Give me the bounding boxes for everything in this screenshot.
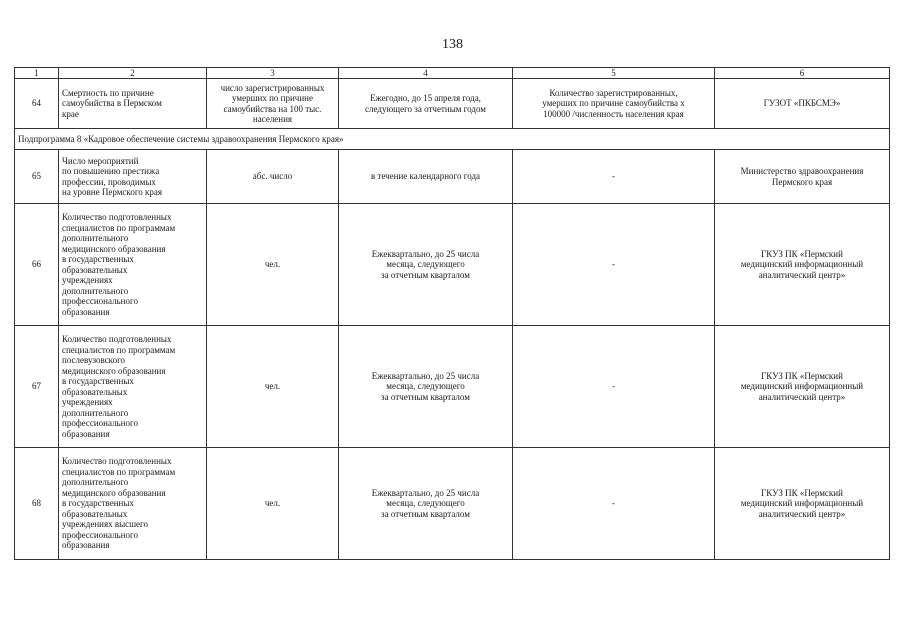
method: - (513, 448, 715, 560)
header-cell: 1 (15, 68, 59, 79)
unit: число зарегистрированных умерших по причине самоубийства на 100 тыс. населения (207, 79, 339, 129)
table-row (15, 326, 890, 448)
method: - (513, 326, 715, 448)
row-number: 67 (15, 326, 59, 448)
table-row (15, 150, 890, 204)
indicators-table (14, 67, 890, 560)
indicator-name: Количество подготовленных специалистов по программам дополнительного медицинского образования в государственных образовательных учреждениях высшего профессионального образования (59, 448, 207, 560)
indicator-name: Смертность по причине самоубийства в Пермском крае (59, 79, 207, 129)
unit: абс. число (207, 150, 339, 204)
deadline: Ежеквартально, до 25 числа месяца, следующего за отчетным кварталом (339, 326, 513, 448)
unit: чел. (207, 204, 339, 326)
table-row (15, 204, 890, 326)
method: - (513, 150, 715, 204)
responsible: Министерство здравоохранения Пермского края (715, 150, 890, 204)
deadline: Ежеквартально, до 25 числа месяца, следующего за отчетным кварталом (339, 448, 513, 560)
indicator-name: Количество подготовленных специалистов по программам послевузовского медицинского образования в государственных образовательных учреждениях дополнительного профессионального образования (59, 326, 207, 448)
deadline: Ежегодно, до 15 апреля года, следующего за отчетным годом (339, 79, 513, 129)
header-cell: 4 (339, 68, 513, 79)
responsible: ГКУЗ ПК «Пермский медицинский информационный аналитический центр» (715, 326, 890, 448)
indicator-name: Число мероприятий по повышению престижа профессии, проводимых на уровне Пермского края (59, 150, 207, 204)
unit: чел. (207, 448, 339, 560)
responsible: ГУЗОТ «ПКБСМЭ» (715, 79, 890, 129)
table-row (15, 448, 890, 560)
header-cell: 5 (513, 68, 715, 79)
method: Количество зарегистрированных, умерших по причине самоубийства х 100000 /численность населения края (513, 79, 715, 129)
method: - (513, 204, 715, 326)
header-cell: 6 (715, 68, 890, 79)
row-number: 64 (15, 79, 59, 129)
responsible: ГКУЗ ПК «Пермский медицинский информационный аналитический центр» (715, 448, 890, 560)
unit: чел. (207, 326, 339, 448)
deadline: в течение календарного года (339, 150, 513, 204)
row-number: 68 (15, 448, 59, 560)
subprogram-row (15, 129, 890, 150)
page-number: 138 (442, 37, 463, 52)
indicator-name: Количество подготовленных специалистов по программам дополнительного медицинского образования в государственных образовательных учреждениях дополнительного профессионального образования (59, 204, 207, 326)
deadline: Ежеквартально, до 25 числа месяца, следующего за отчетным кварталом (339, 204, 513, 326)
row-number: 66 (15, 204, 59, 326)
header-cell: 2 (59, 68, 207, 79)
header-row (15, 68, 890, 79)
subprogram-title: Подпрограмма 8 «Кадровое обеспечение системы здравоохранения Пермского края» (15, 129, 890, 150)
responsible: ГКУЗ ПК «Пермский медицинский информационный аналитический центр» (715, 204, 890, 326)
header-cell: 3 (207, 68, 339, 79)
table-row (15, 79, 890, 129)
row-number: 65 (15, 150, 59, 204)
